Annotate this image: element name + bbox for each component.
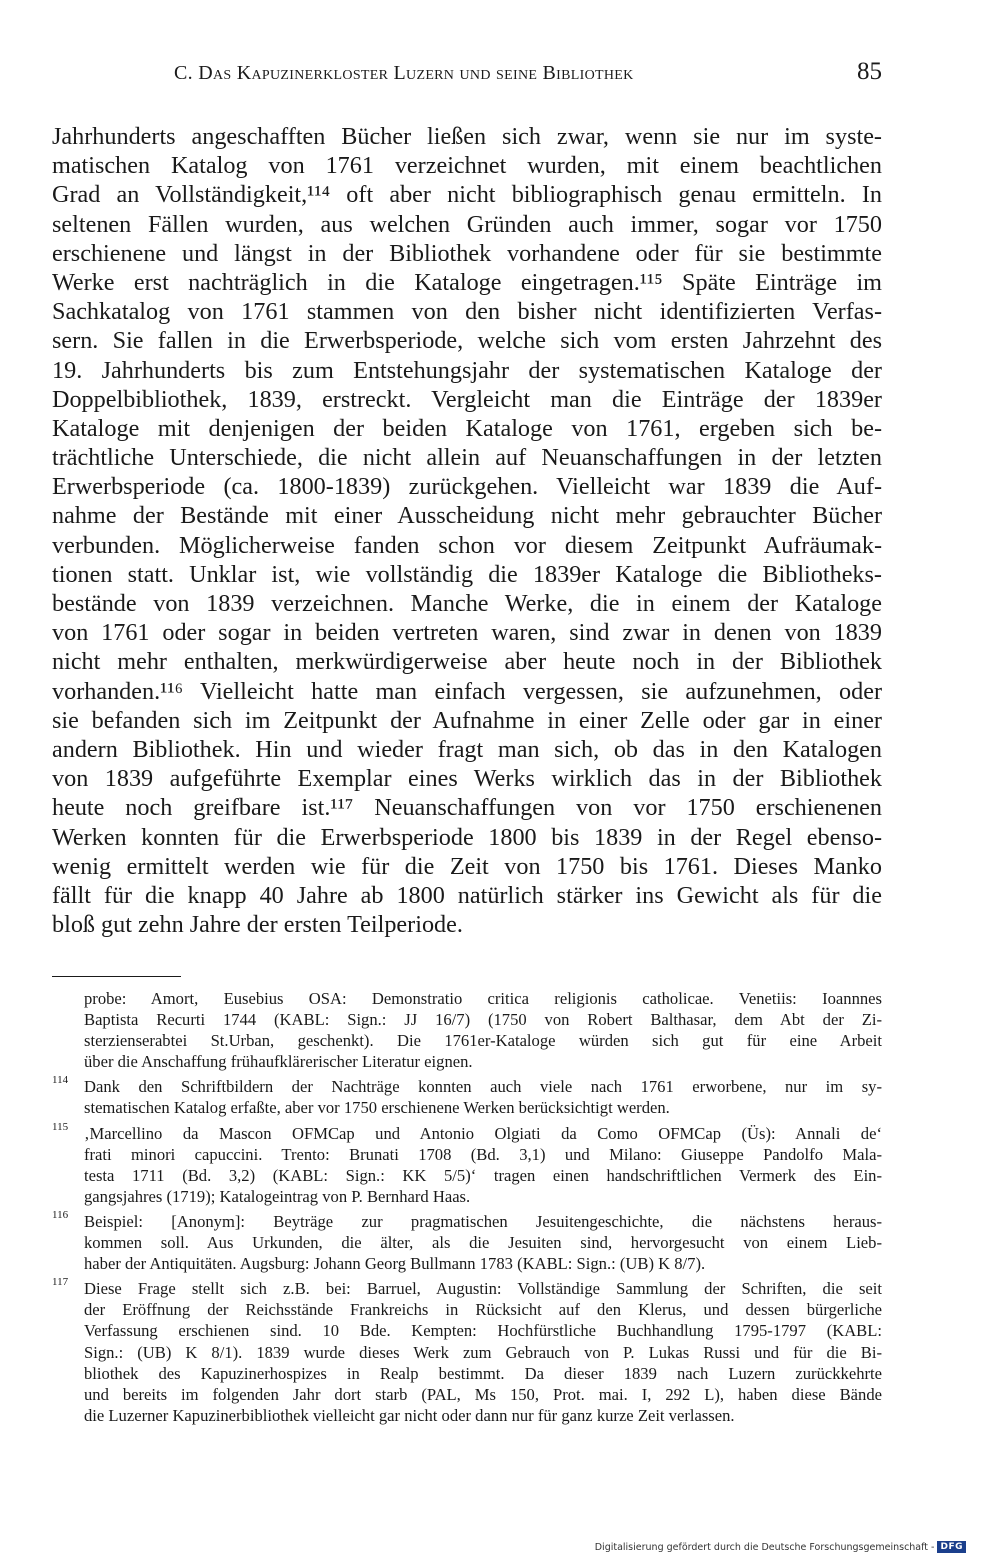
footnote-number: 116 <box>52 1208 69 1221</box>
footnote-line: ‚Marcellino da Mascon OFMCap und Antonio Olgiati da Como OFMCap (Üs): Annali de‘ <box>84 1123 882 1143</box>
footnote <box>52 1076 882 1118</box>
running-title: C. Das Kapuzinerkloster Luzern und seine Bibliothek <box>174 62 634 84</box>
footnote <box>52 1278 882 1426</box>
body-line: von 1761 oder sogar in beiden vertreten waren, sind zwar in denen von 1839 <box>52 619 882 647</box>
footnotes <box>52 988 882 1430</box>
body-line: erschienene und längst in der Bibliothek vorhandene oder für sie bestimmte <box>52 239 882 267</box>
footnote-line: über die Anschaffung frühaufklärerischer Literatur eignen. <box>84 1052 473 1072</box>
footnote-line: stematischen Katalog erfaßte, aber vor 1750 erschienene Werken berücksichtigt werden. <box>84 1098 670 1118</box>
footnote-number: 117 <box>52 1276 69 1289</box>
body-line: Werken konnten für die Erwerbsperiode 1800 bis 1839 in der Regel ebenso- <box>52 823 882 851</box>
body-line: wenig ermittelt werden wie für die Zeit von 1750 bis 1761. Dieses Manko <box>52 852 882 880</box>
footnote-line: Baptista Recurti 1744 (KABL: Sign.: JJ 16/7) (1750 von Robert Balthasar, dem Abt der Zi- <box>84 1010 882 1030</box>
body-line: verbunden. Möglicherweise fanden schon vor diesem Zeitpunkt Aufräumak- <box>52 531 882 559</box>
body-line: von 1839 aufgeführte Exemplar eines Werks wirklich das in der Bibliothek <box>52 765 882 793</box>
body-line: seltenen Fällen wurden, aus welchen Gründen auch immer, sogar vor 1750 <box>52 210 882 238</box>
footnote-line: Beispiel: [Anonym]: Beyträge zur pragmatischen Jesuitengeschichte, die nächstens heraus- <box>84 1211 882 1231</box>
page-number: 85 <box>857 58 882 85</box>
footnote-line: probe: Amort, Eusebius OSA: Demonstratio critica religionis catholicae. Venetiis: Ioannnes <box>84 989 882 1008</box>
footnote-number: 114 <box>52 1074 69 1087</box>
footnote-line: testa 1711 (Bd. 3,2) (KABL: Sign.: KK 5/5)‘ tragen einen handschriftlichen Vermerk des Ein- <box>84 1165 882 1185</box>
body-line: bestände von 1839 verzeichnen. Manche Werke, die in einem der Kataloge <box>52 590 882 617</box>
body-line: vorhanden.¹¹⁶ Vielleicht hatte man einfach vergessen, sie aufzunehmen, oder <box>52 677 882 705</box>
footnote <box>52 1208 882 1274</box>
footnote-line: Sign.: (UB) K 8/1). 1839 wurde dieses Werk zum Gebrauch von P. Lukas Russi und für die Bi- <box>84 1342 882 1362</box>
footnote-line: frati minori capuccini. Trento: Brunati 1708 (Bd. 3,1) und Milano: Giuseppe Pandolfo Mala- <box>84 1144 882 1164</box>
body-line: 19. Jahrhunderts bis zum Entstehungsjahr der systematischen Kataloge der <box>52 356 882 384</box>
body-line: Jahrhunderts angeschafften Bücher ließen sich zwar, wenn sie nur im syste- <box>52 123 882 150</box>
footnote-line: sterzienserabtei St.Urban, geschenkt). Die 1761er-Kataloge würden sich gut für eine Arbeit <box>84 1031 882 1051</box>
body-line: nicht mehr enthalten, merkwürdigerweise aber heute noch in der Bibliothek <box>52 648 882 676</box>
body-line: sie befanden sich im Zeitpunkt der Aufnahme in einer Zelle oder gar in einer <box>52 706 882 734</box>
body-line: heute noch greifbare ist.¹¹⁷ Neuanschaffungen von vor 1750 erschienenen <box>52 794 882 822</box>
dfg-logo: DFG <box>937 1541 966 1553</box>
credit-text: Digitalisierung gefördert durch die Deutsche Forschungsgemeinschaft - <box>594 1541 935 1553</box>
body-line: Kataloge mit denjenigen der beiden Kataloge von 1761, ergeben sich be- <box>52 414 882 442</box>
footnote-separator <box>52 976 181 977</box>
body-line: andern Bibliothek. Hin und wieder fragt man sich, ob das in den Katalogen <box>52 735 882 763</box>
body-line: Werke erst nachträglich in die Kataloge eingetragen.¹¹⁵ Späte Einträge im <box>52 268 882 296</box>
body-paragraph <box>52 122 882 939</box>
body-line: Grad an Vollständigkeit,¹¹⁴ oft aber nicht bibliographisch genau ermitteln. In <box>52 181 882 209</box>
body-line: matischen Katalog von 1761 verzeichnet wurden, mit einem beachtlichen <box>52 152 882 180</box>
body-line: fällt für die knapp 40 Jahre ab 1800 natürlich stärker ins Gewicht als für die <box>52 881 882 909</box>
body-line: Erwerbsperiode (ca. 1800-1839) zurückgehen. Vielleicht war 1839 die Auf- <box>52 473 882 501</box>
footnote <box>52 1120 882 1207</box>
digitization-credit <box>595 1541 966 1553</box>
footnote-line: Dank den Schriftbildern der Nachträge konnten auch viele nach 1761 erworbene, nur im sy- <box>84 1077 882 1097</box>
footnote-line: kommen soll. Aus Urkunden, die älter, als die Jesuiten sind, hervorgesucht von einem Lieb- <box>84 1233 882 1253</box>
footnote-line: Diese Frage stellt sich z.B. bei: Barruel, Augustin: Vollständige Sammlung der Schriften, die seit <box>84 1279 882 1299</box>
running-head <box>52 58 882 94</box>
body-line: sern. Sie fallen in die Erwerbsperiode, welche sich vom ersten Jahrzehnt des <box>52 327 882 355</box>
footnote-line: der Eröffnung der Reichsstände Frankreichs in Rücksicht auf den Klerus, und dessen bürgerliche <box>84 1300 882 1320</box>
footnote-line: haber der Antiquitäten. Augsburg: Johann Georg Bullmann 1783 (KABL: Sign.: (UB) K 8/7). <box>84 1254 706 1274</box>
body-line: Doppelbibliothek, 1839, erstreckt. Vergleicht man die Einträge der 1839er <box>52 385 882 413</box>
body-line: trächtliche Unterschiede, die nicht allein auf Neuanschaffungen in der letzten <box>52 444 882 472</box>
body-line: bloß gut zehn Jahre der ersten Teilperiode. <box>52 911 463 939</box>
body-line: Sachkatalog von 1761 stammen von den bisher nicht identifizierten Verfas- <box>52 298 882 326</box>
footnote-line: bliothek des Kapuzinerhospizes in Realp bestimmt. Da dieser 1839 nach Luzern zurückkehrte <box>84 1363 882 1383</box>
footnote-line: Verfassung erschienen sind. 10 Bde. Kempten: Hochfürstliche Buchhandlung 1795-1797 (KABL: <box>84 1321 882 1341</box>
body-line: tionen statt. Unklar ist, wie vollständig die 1839er Kataloge die Bibliotheks- <box>52 560 882 588</box>
footnote <box>52 988 882 1072</box>
footnote-line: die Luzerner Kapuzinerbibliothek vielleicht gar nicht oder dann nur für ganz kurze Zeit verlassen. <box>84 1405 735 1425</box>
body-line: nahme der Bestände mit einer Ausscheidung nicht mehr gebrauchter Bücher <box>52 502 882 530</box>
footnote-line: und bereits im folgenden Jahr dort starb (PAL, Ms 150, Prot. mai. I, 292 L), haben diese Bände <box>84 1384 882 1404</box>
footnote-number: 115 <box>52 1120 69 1133</box>
footnote-line: gangsjahres (1719); Katalogeintrag von P. Bernhard Haas. <box>84 1186 471 1206</box>
